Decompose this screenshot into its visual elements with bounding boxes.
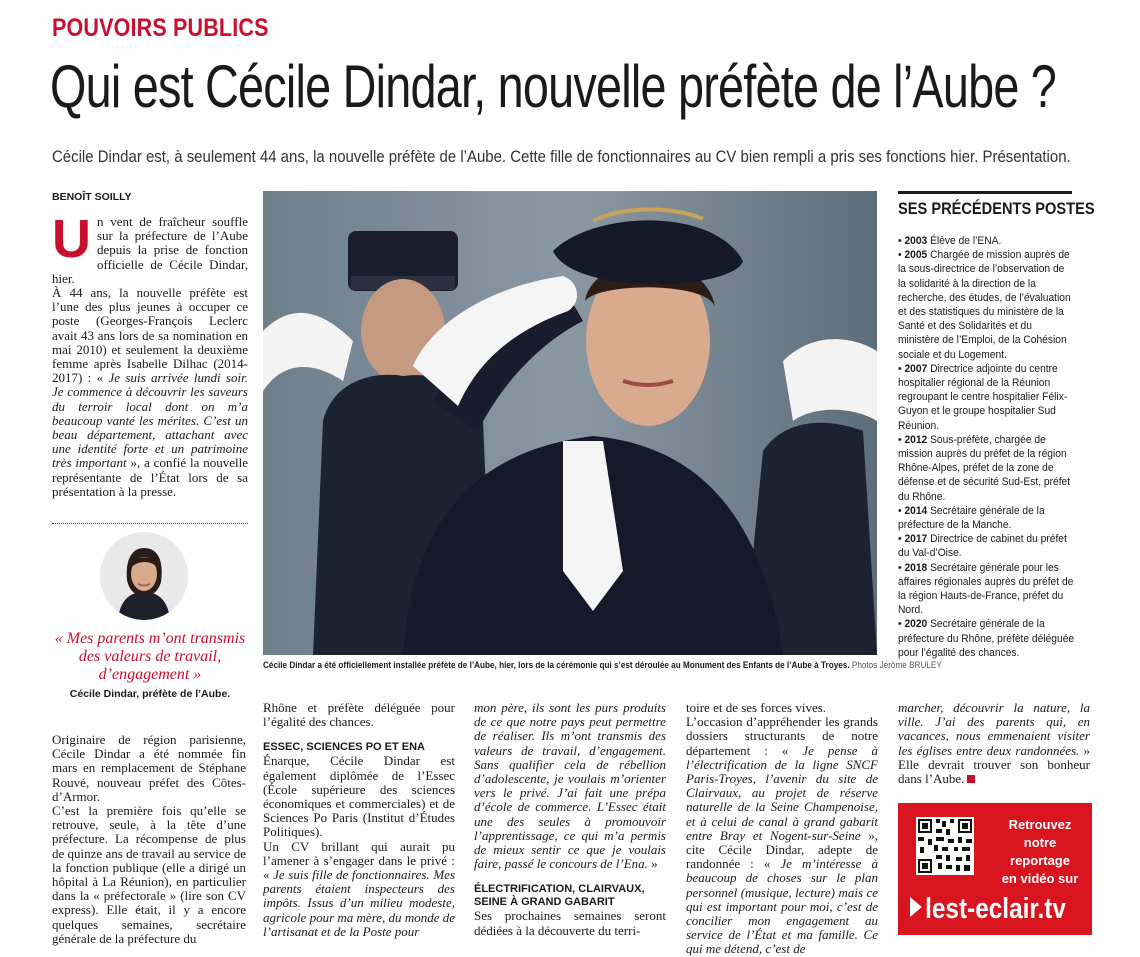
dotted-separator xyxy=(52,523,248,524)
sidebar-rule xyxy=(898,191,1072,194)
promo-line: notre xyxy=(1023,835,1057,850)
body-paragraph xyxy=(898,701,1090,786)
career-text: Directrice de cabinet du préfet du Val-d’Oise. xyxy=(898,533,1067,560)
career-item: • 2020 Secrétaire générale de la préfecture du Rhône, préfète déléguée pour l’égalité des chances. xyxy=(898,618,1075,659)
promo-line: Retrouvez xyxy=(1008,817,1072,832)
body-paragraph: Originaire de région parisienne, Cécile Dindar a été nommée fin mars en remplacement de Stéphane Rouvé, nouveau préfet des Côtes-d’Armor. xyxy=(52,732,246,804)
subheading: ÉLECTRIFICATION, CLAIRVAUX, SEINE À GRAND GABARIT xyxy=(474,883,645,909)
career-item: • 2012 Sous-préfète, chargée de mission auprès du préfet de la région Rhône-Alpes, préfet de la zone de défense et de sécurité Sud-Est, préfet du Rhône. xyxy=(898,433,1071,503)
lead-paragraph-1 xyxy=(52,209,248,286)
career-item: • 2007 Directrice adjointe du centre hospitalier régional de la Réunion regroupant le centre hospitalier Félix-Guyon et le groupe hospitalier Sud Réunion. xyxy=(898,362,1068,432)
career-text: Secrétaire générale de la préfecture du Rhône, préfète déléguée pour l’égalité des chances. xyxy=(898,618,1075,659)
qr-code-icon[interactable] xyxy=(916,817,974,875)
main-photo xyxy=(263,191,877,655)
career-item: • 2014 Secrétaire générale de la préfecture de la Manche. xyxy=(898,504,1045,532)
career-year: 2020 xyxy=(904,618,928,631)
article-title: Qui est Cécile Dindar, nouvelle préfète de l’Aube ? xyxy=(50,53,1057,120)
body-paragraph: Ses prochaines semaines seront dédiées à la découverte du terri- xyxy=(474,908,666,938)
pull-quote-source: Cécile Dindar, préfète de l’Aube. xyxy=(69,688,231,700)
body-text: L’occasion d’appréhender les grands dossiers structurants de notre département : « xyxy=(686,714,878,758)
body-text: » Elle devrait trouver son bonheur dans l’Aube. xyxy=(898,742,1091,787)
body-quote: mon père, ils sont les purs produits de ce que notre pays peut permettre de réaliser. Ils m’ont transmis des valeurs de travail, d’engagement. Sans qualifier cela de rébellion d’adolescente, je voulais m’orienter vers le privé. J’ai fait une prépa d’école de commerce. L’Essec était une des seules à promouvoir l’apprentissage, ce qui m’a permis de mieux sentir ce que je voulais faire, passé le concours de l’Ena. xyxy=(474,700,666,872)
lead-text: n vent de fraîcheur souffle sur la préfecture de l’Aube depuis la prise de fonction officielle de Cécile Dindar, hier. xyxy=(52,214,248,286)
career-year: 2017 xyxy=(904,533,928,546)
photo-caption xyxy=(263,660,942,671)
career-text: Secrétaire générale de la préfecture de la Manche. xyxy=(898,504,1045,532)
lead-text: À 44 ans, la nouvelle préfète est l’une des plus jeunes à occuper ce poste (Georges-François Leclerc avait 43 ans lors de sa nomination en mai 2010) et seulement la deuxième femme après Isabelle Dilhac (2014-2017) : « xyxy=(52,285,248,386)
brand-name: lest-eclair.tv xyxy=(925,893,1066,925)
author-byline: BENOÎT SOILLY xyxy=(52,191,132,203)
promo-line: reportage xyxy=(1010,853,1070,868)
end-mark-icon xyxy=(967,775,975,783)
body-column-2 xyxy=(263,701,455,939)
body-quote: Je m’intéresse à beaucoup de choses sur le plan personnel (musique, lecture) mais ce qui est important pour moi, c’est de concilier mon engagement au service de l’État et ma famille. Ce qui me détend, c’est de xyxy=(686,856,878,957)
career-item: • 2017 Directrice de cabinet du préfet du Val-d’Oise. xyxy=(898,533,1067,560)
portrait-avatar xyxy=(100,532,188,620)
career-year: 2014 xyxy=(904,504,928,517)
career-year: 2007 xyxy=(904,362,928,375)
video-promo-box[interactable] xyxy=(898,803,1092,935)
body-paragraph xyxy=(263,840,455,939)
body-column-3 xyxy=(474,701,666,938)
brand-link[interactable] xyxy=(910,893,1066,926)
body-text: » xyxy=(647,856,658,872)
career-text: Chargée de mission auprès de la sous-directrice de l’observation de la solidarité à la direction de la recherche, des études, de l’évaluation et des statistiques du ministère de la Santé et des Solidarités et du ministère de l’Emploi, de la Cohésion sociale et du Logement. xyxy=(898,249,1071,361)
dropcap: U xyxy=(52,209,91,269)
career-item: • 2003 Élève de l’ENA. xyxy=(898,235,1002,247)
career-list xyxy=(898,234,1074,660)
article-standfirst: Cécile Dindar est, à seulement 44 ans, la nouvelle préfète de l’Aube. Cette fille de fonctionnaires au CV bien rempli a pris ses fonctions hier. Présentation. xyxy=(52,147,1071,166)
promo-line: en vidéo sur xyxy=(1001,871,1079,886)
career-item: • 2018 Secrétaire générale pour les affaires régionales auprès du préfet de la région Hauts-de-France, préfet du Nord. xyxy=(898,561,1074,617)
body-text: Un CV brillant qui aurait pu l’amener à s’engager dans le privé : « xyxy=(263,838,455,883)
body-paragraph xyxy=(474,701,666,871)
pull-quote: « Mes parents m’ont transmis des valeurs de travail, d’engagement » xyxy=(54,630,246,683)
play-arrow-icon xyxy=(910,897,922,917)
subheading: ESSEC, SCIENCES PO ET ENA xyxy=(263,741,425,754)
lead-column xyxy=(52,209,248,499)
caption-text: Cécile Dindar a été officiellement installée préfète de l’Aube, hier, lors de la cérémonie qui s’est déroulée au Monument des Enfants de l’Aube à Troyes. xyxy=(263,660,850,671)
career-text: Directrice adjointe du centre hospitalier régional de la Réunion regroupant le centre hospitalier Félix-Guyon et le groupe hospitalier Sud Réunion. xyxy=(898,362,1068,432)
body-column-5 xyxy=(898,701,1090,786)
career-item: • 2005 Chargée de mission auprès de la sous-directrice de l’observation de la solidarité à la direction de la recherche, des études, de l’évaluation et des statistiques du ministère de la Santé et des Solidarités et du ministère de l’Emploi, de la Cohésion sociale et du Logement. xyxy=(898,249,1071,361)
lead-paragraph-2 xyxy=(52,286,248,499)
body-paragraph xyxy=(686,715,878,956)
body-quote: marcher, découvrir la nature, la ville. J’ai des parents qui, en vacances, nous emmenaient visiter les églises entre deux randonnées. xyxy=(898,700,1090,758)
career-text: Élève de l’ENA. xyxy=(927,235,1002,247)
body-text: », cite Cécile Dindar, adepte de randonnée : « xyxy=(686,827,879,872)
career-year: 2018 xyxy=(904,561,928,574)
promo-text xyxy=(994,816,1086,888)
photo-credit: Photos Jérôme BRULEY xyxy=(849,660,942,671)
career-text: Secrétaire générale pour les affaires régionales auprès du préfet de la région Hauts-de-France, préfet du Nord. xyxy=(898,561,1074,617)
career-text: Sous-préfète, chargée de mission auprès du préfet de la région Rhône-Alpes, préfet de la zone de défense et de sécurité Sud-Est, préfet du Rhône. xyxy=(898,433,1071,503)
body-paragraph: Énarque, Cécile Dindar est également diplômée de l’Essec (École supérieure des sciences économiques et commerciales) et de Sciences Po Paris (Institut d’Études Politiques). xyxy=(263,753,455,840)
body-column-1 xyxy=(52,733,246,946)
body-paragraph: Rhône et préfète déléguée pour l’égalité des chances. xyxy=(263,700,455,730)
body-column-4 xyxy=(686,701,878,957)
lead-quote: Je suis arrivée lundi soir. Je commence à découvrir les saveurs du terroir local dont on m’a beaucoup vanté les mérites. C’est un beau département, attachant avec une identité forte et un patrimoine très important xyxy=(52,370,248,471)
body-quote: Je suis fille de fonctionnaires. Mes parents étaient inspecteurs des impôts. Issus d’un milieu modeste, agricole pour ma mère, du monde de l’artisanat et de la Poste pour xyxy=(263,867,455,939)
body-quote: Je pense à l’électrification de la ligne SNCF Paris-Troyes, l’avenir du site de Clairvaux, au projet de réserve naturelle de la Seine Champenoise, et à celui de canal à grand gabarit entre Bray et Nogent-sur-Seine xyxy=(686,742,878,843)
lead-text: », a confié la nouvelle représentante de l’État lors de sa présentation à la presse. xyxy=(52,455,248,499)
career-year: 2005 xyxy=(904,249,928,262)
section-rubric: POUVOIRS PUBLICS xyxy=(52,14,269,42)
body-paragraph: toire et de ses forces vives. xyxy=(686,700,827,715)
sidebar-title: SES PRÉCÉDENTS POSTES xyxy=(898,199,1095,218)
career-year: 2012 xyxy=(904,433,928,446)
career-year: 2003 xyxy=(904,235,928,247)
body-paragraph: C’est la première fois qu’elle se retrouve, seule, à la tête d’une préfecture. La récompense de plus de quinze ans de travail au service de la fonction publique (elle a dirigé un hôpital à La Réunion), en particulier dans la « préfectorale » (lire son CV express). Elle était, il y a encore quelques semaines, secrétaire générale de la préfecture du xyxy=(52,803,246,946)
